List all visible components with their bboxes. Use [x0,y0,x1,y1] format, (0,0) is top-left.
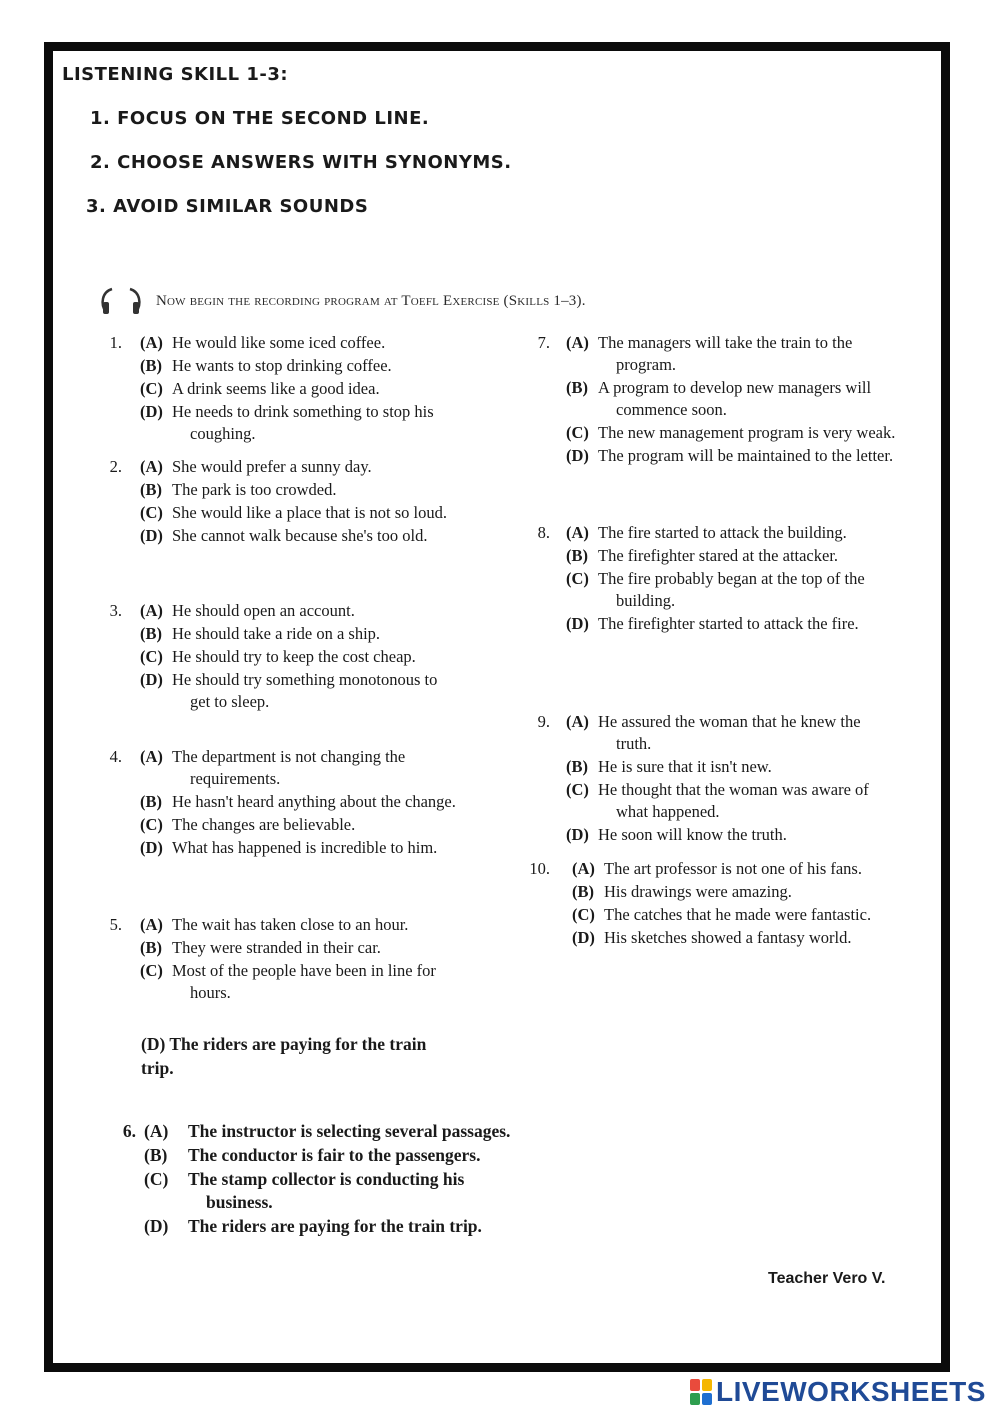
option-b [566,756,910,778]
option-d [144,1215,564,1238]
option-letter: (B) [144,1145,168,1165]
option-letter: (C) [140,503,163,522]
recording-text: Now begin the recording program at Toefl Exercise (Skills 1–3). [156,292,586,309]
option-text: He should try to keep the cost cheap. [172,647,416,666]
option-letter: (A) [140,457,163,476]
option-letter: (D) [140,402,163,421]
option-text: What has happened is incredible to him. [172,838,438,857]
option-letter: (D) [566,825,589,844]
option-letter: (A) [566,333,589,352]
option-text: The program will be maintained to the letter. [598,446,894,465]
option-text: The department is not changing the requirements. [172,747,406,788]
option-text: The riders are paying for the train trip. [188,1216,482,1236]
option-b [140,791,496,813]
option-b [140,355,476,377]
option-b [140,623,476,645]
option-text: He should open an account. [172,601,355,620]
question-5 [96,914,496,1005]
option-b [144,1144,564,1167]
question-9 [520,711,910,847]
option-text: The catches that he made were fantastic. [604,905,872,924]
option-letter: (C) [140,815,163,834]
question-5-option-d: (D) The riders are paying for the train trip. [141,1034,427,1078]
option-text: He thought that the woman was aware of what happened. [598,780,869,821]
option-text: He would like some iced coffee. [172,333,386,352]
option-text: The stamp collector is conducting his business. [188,1169,465,1212]
option-text: The new management program is very weak. [598,423,896,442]
option-d [140,669,476,713]
question-7 [520,332,910,468]
option-letter: (A) [140,915,163,934]
question-8 [520,522,910,636]
question-number: 7. [537,333,550,352]
option-letter: (C) [566,569,589,588]
question-number: 6. [122,1121,136,1141]
option-a [140,332,476,354]
question-number: 10. [529,859,550,878]
option-text: He is sure that it isn't new. [598,757,772,776]
option-letter: (A) [566,712,589,731]
option-c [572,904,910,926]
option-letter: (D) [566,614,589,633]
recording-instruction [98,286,586,316]
page-title: LISTENING SKILL 1-3: [62,64,289,85]
option-a [572,858,910,880]
question-number: 5. [109,915,122,934]
option-a [140,600,476,622]
option-a [566,711,910,755]
option-a [140,914,496,936]
question-2 [96,456,476,548]
option-text: He hasn't heard anything about the change. [172,792,456,811]
option-letter: (D) [566,446,589,465]
option-text: A drink seems like a good idea. [172,379,380,398]
option-letter: (C) [572,905,595,924]
headphones-icon [98,286,144,316]
rule-2: 2. CHOOSE ANSWERS WITH SYNONYMS. [90,152,512,173]
option-letter: (B) [140,480,162,499]
option-letter: (B) [140,792,162,811]
option-letter: (B) [566,378,588,397]
option-text: His drawings were amazing. [604,882,792,901]
option-c [140,378,476,400]
option-d [140,401,476,445]
option-text: She would like a place that is not so loud. [172,503,447,522]
option-text: The wait has taken close to an hour. [172,915,409,934]
option-letter: (D) [140,670,163,689]
option-c [566,779,910,823]
teacher-credit: Teacher Vero V. [768,1270,886,1287]
question-number: 9. [537,712,550,731]
liveworksheets-logo-icon [690,1379,712,1405]
brand-text: LIVEWORKSHEETS [716,1376,986,1407]
option-letter: (C) [140,379,163,398]
option-letter: (A) [140,747,163,766]
option-letter: (C) [566,780,589,799]
question-3 [96,600,476,714]
option-c [140,646,476,668]
rule-3: 3. AVOID SIMILAR SOUNDS [86,196,369,217]
option-d [566,613,910,635]
option-letter: (B) [140,624,162,643]
option-b [572,881,910,903]
option-letter: (A) [566,523,589,542]
option-text: He wants to stop drinking coffee. [172,356,392,375]
option-text: The fire probably began at the top of the building. [598,569,865,610]
question-4 [96,746,496,860]
option-letter: (B) [566,757,588,776]
liveworksheets-brand[interactable] [690,1376,986,1408]
option-d [140,525,476,547]
option-a [566,522,910,544]
question-number: 1. [109,333,122,352]
question-10 [520,858,910,950]
option-letter: (D) [144,1216,169,1236]
option-letter: (A) [144,1121,169,1141]
option-text: He soon will know the truth. [598,825,787,844]
option-text: The conductor is fair to the passengers. [188,1145,481,1165]
option-c [144,1168,564,1214]
option-text: He needs to drink something to stop his coughing. [172,402,434,443]
option-text: He assured the woman that he knew the truth. [598,712,861,753]
option-text: He should take a ride on a ship. [172,624,381,643]
option-d [572,927,910,949]
option-text: Most of the people have been in line for hours. [172,961,436,1002]
option-letter: (B) [140,938,162,957]
option-text: He should try something monotonous to get to sleep. [172,670,438,711]
option-text: The firefighter started to attack the fire. [598,614,859,633]
option-c [566,568,910,612]
option-d [140,837,496,859]
option-text: The park is too crowded. [172,480,337,499]
option-letter: (D) [572,928,595,947]
option-letter: (D) [140,838,163,857]
option-text: She cannot walk because she's too old. [172,526,428,545]
option-letter: (A) [572,859,595,878]
option-b [566,377,910,421]
question-1 [96,332,476,446]
option-c [140,960,496,1004]
option-letter: (C) [140,961,163,980]
option-b [140,479,476,501]
option-text: They were stranded in their car. [172,938,381,957]
option-text: A program to develop new managers will commence soon. [598,378,872,419]
option-letter: (C) [140,647,163,666]
option-letter: (D) [140,526,163,545]
question-number: 3. [109,601,122,620]
option-a [140,456,476,478]
option-text: The changes are believable. [172,815,356,834]
option-letter: (A) [140,333,163,352]
option-c [140,502,476,524]
option-text: The managers will take the train to the program. [598,333,853,374]
option-text: The firefighter stared at the attacker. [598,546,839,565]
option-a [144,1120,564,1143]
question-number: 2. [109,457,122,476]
option-a [566,332,910,376]
question-number: 8. [537,523,550,542]
option-letter: (B) [140,356,162,375]
option-b [566,545,910,567]
option-c [140,814,496,836]
option-b [140,937,496,959]
option-letter: (C) [566,423,589,442]
option-text: She would prefer a sunny day. [172,457,372,476]
option-text: The art professor is not one of his fans. [604,859,862,878]
option-d [566,824,910,846]
option-letter: (A) [140,601,163,620]
question-number: 4. [109,747,122,766]
option-text: His sketches showed a fantasy world. [604,928,852,947]
rule-1: 1. FOCUS ON THE SECOND LINE. [90,108,430,129]
option-letter: (B) [572,882,594,901]
option-d [566,445,910,467]
option-a [140,746,496,790]
option-letter: (C) [144,1169,169,1189]
option-text: The instructor is selecting several passages. [188,1121,511,1141]
question-6 [104,1120,564,1239]
option-letter: (B) [566,546,588,565]
option-text: The fire started to attack the building. [598,523,847,542]
option-c [566,422,910,444]
